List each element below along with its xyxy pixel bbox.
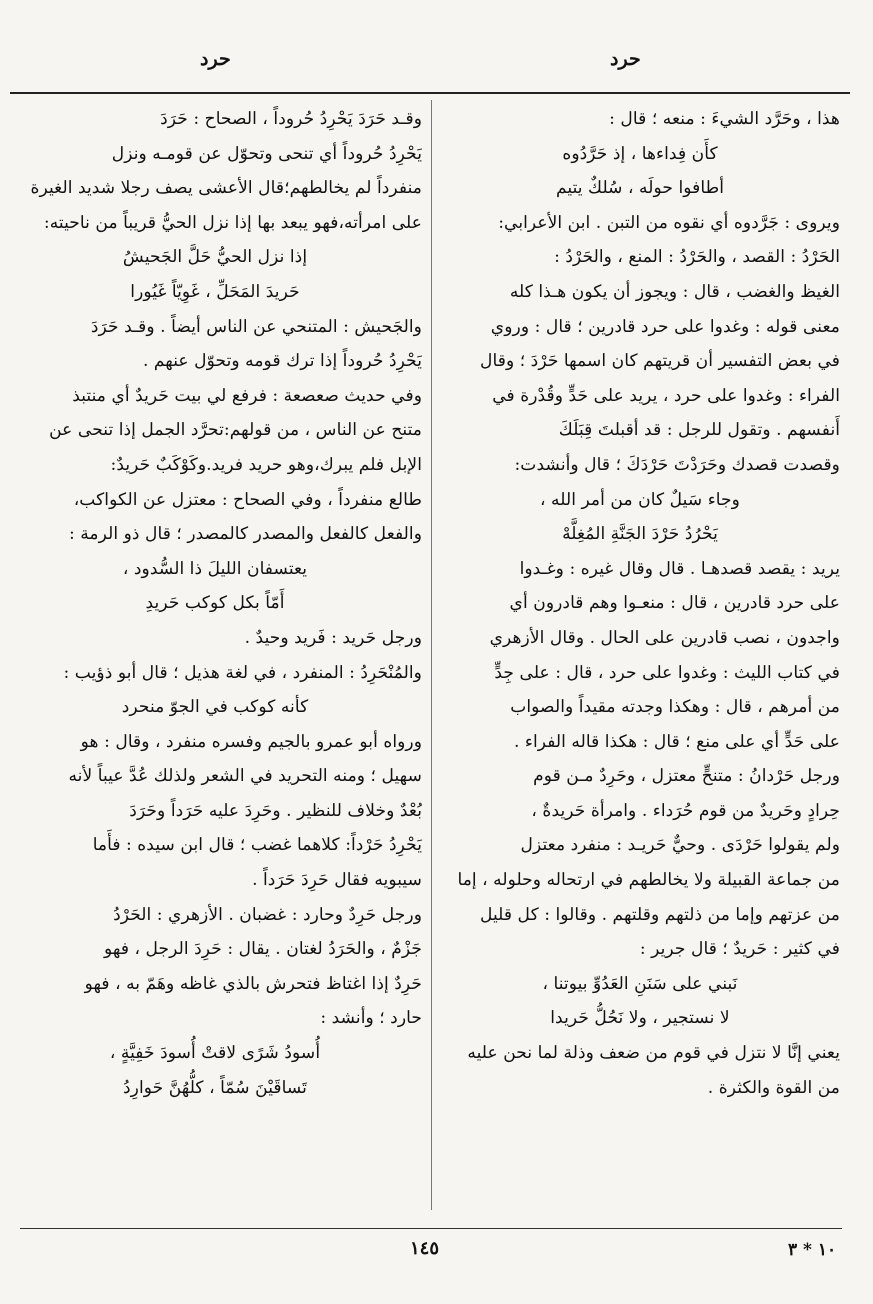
verse-line: تَساقَيْنَ سُمّاً ، كلُّهُنَّ حَوارِدُ [123, 1077, 307, 1098]
text-line: حِرادٍ وحَريدٌ من قوم حُرَداء . وامرأة حَريدةٌ ، [531, 800, 840, 821]
text-line: ورواه أبو عمرو بالجيم وفسره منفرد ، وقال : هو [80, 731, 422, 752]
text-line: أَنفسهم . وتقول للرجل : قد أقبلتَ قِبَلَكَ [558, 420, 840, 441]
text-line: سهيل ؛ ومنه التحريد في الشعر ولذلك عُدَّ عيباً لأنه [68, 766, 422, 787]
verse-line: حَريدَ المَحَلِّ ، غَوِيّاً غَيُورا [130, 281, 300, 302]
text-line: جَزْمٌ ، والحَرَدُ لغتان . يقال : حَرِدَ الرجل ، فهو [104, 939, 422, 960]
text-line: يَحْرِدُ حُروداً أي تنحى وتحوّل عن قومـه ونزل [111, 143, 422, 164]
verse-line: أَمّاً بكل كوكب حَريدِ [145, 593, 285, 614]
column-divider [431, 100, 432, 1210]
text-line: على حرد قادرين ، قال : منعـوا وهم قادرون أي [509, 593, 840, 614]
text-line: ورجل حَرْدانُ : متنحٍّ معتزل ، وحَرِدٌ مـن قوم [533, 766, 840, 787]
text-line: حَرِدٌ إذا اغتاظ فتحرش بالذي غاظه وهَمّ به ، فهو [84, 973, 422, 994]
verse-line: لا نستجير ، ولا نَحُلُّ حَريدا [550, 1008, 730, 1029]
text-line: الفراء : وغدوا على حرد ، يريد على حَدٍّ وقُدْرة في [492, 385, 840, 406]
text-line: وفي حديث صعصعة : فرفع لي بيت حَريدٌ أي منتبذ [72, 385, 422, 406]
text-line: ورجل حَرِدٌ وحارد : غضبان . الأزهري : الحَرْدُ [113, 904, 422, 925]
text-line: في كتاب الليث : وغدوا على حرد ، قال : على جِدٍّ [494, 662, 840, 683]
verse-line: كأَن فِداءها ، إذ حَرَّدُوه [562, 143, 718, 164]
text-line: الغيظ والغضب ، قال : ويجوز أن يكون هـذا كله [509, 281, 840, 302]
verse-line: أُسودُ شَرًى لاقتْ أُسودَ خَفِيَّةٍ ، [109, 1043, 321, 1064]
header-rule [10, 92, 850, 94]
text-line: في بعض التفسير أن قريتهم كان اسمها حَرْدَ ؛ وقال [480, 351, 840, 372]
text-line: على حَدٍّ أي على منع ؛ قال : هكذا قاله الفراء . [513, 731, 840, 752]
right-column [440, 102, 840, 1105]
text-line: على امرأته،فهو يبعد بها إذا نزل الحيُّ قريباً من ناحيته: [43, 212, 422, 233]
verse-line: أطافوا حولَه ، سُلكٌ يتيم [555, 178, 725, 199]
text-line: من القوة والكثرة . [707, 1077, 840, 1098]
text-line: واجدون ، نصب قادرين على الحال . وقال الأزهري [489, 627, 840, 648]
text-line: والفعل كالفعل والمصدر كالمصدر ؛ قال ذو الرمة : [68, 524, 422, 545]
text-line: في كثير : حَريدٌ ؛ قال جرير : [639, 939, 840, 960]
text-line: وقصدت قصدك وحَرَدْتَ حَرْدَكَ ؛ قال وأنشدت: [514, 454, 840, 475]
text-line: سيبويه فقال حَرِدَ حَرَداً . [252, 870, 422, 891]
text-line: والجَحيش : المتنحي عن الناس أيضاً . وقـد حَرَدَ [90, 316, 422, 337]
text-line: ويروى : جَرَّدوه أي نقوه من التبن . ابن الأعرابي: [498, 212, 840, 233]
text-line: ولم يقولوا حَرْدَى . وحيٌّ حَريـد : منفرد معتزل [520, 835, 840, 856]
verse-line: يَحْرُدُ حَرْدَ الجَنَّةِ المُغِلَّهْ [562, 524, 718, 545]
text-line: معنى قوله : وغدوا على حرد قادرين ؛ قال : وروي [490, 316, 840, 337]
left-column [8, 102, 422, 1105]
text-line: الإبل فلم يبرك،وهو حريد فريد.وكَوْكَبٌ حَريدٌ: [110, 454, 422, 475]
text-line: حارد ؛ وأنشد : [320, 1008, 422, 1029]
text-line: طالع منفرداً ، وفي الصحاح : معتزل عن الكواكب، [73, 489, 422, 510]
page-number: ١٤٥ [410, 1238, 440, 1259]
text-line: من عزتهم وإما من ذلتهم وقلتهم . وقالوا : كل قليل [479, 904, 840, 925]
verse-line: إذا نزل الحيُّ حَلَّ الجَحيشُ [122, 247, 308, 268]
text-line: من جماعة القبيلة ولا يخالطهم في ارتحاله وحلوله ، إما [457, 870, 840, 891]
footer-rule [20, 1228, 842, 1229]
text-line: هذا ، وحَرَّد الشيءَ : منعه ؛ قال : [609, 109, 840, 129]
text-line: يريد : يقصد قصدهـا . قال وقال غيره : وغـدوا [519, 558, 840, 579]
text-line: بُعْدٌ وخلاف للنظير . وحَرِدَ عليه حَرَداً وحَرَدَ [129, 800, 422, 821]
verse-line: يعتسفان الليلَ ذا السُّدود ، [122, 558, 308, 579]
text-line: والمُنْحَرِدُ : المنفرد ، في لغة هذيل ؛ قال أبو ذؤيب : [63, 662, 422, 683]
text-line: وقـد حَرَدَ يَحْرِدُ حُروداً ، الصحاح : حَرَدَ [160, 109, 422, 129]
text-line: منفرداً لم يخالطهم؛قال الأعشى يصف رجلا شديد الغيرة [30, 178, 422, 199]
verse-line: وجاء سَيلٌ كان من أمر الله ، [540, 489, 740, 510]
verse-line: نَبني على سَنَنِ العَدُوِّ بيوتنا ، [542, 973, 738, 994]
text-line: ورجل حَريد : فَريد وحيدٌ . [244, 627, 422, 648]
text-line: من أمرهم ، قال : وهكذا وجدته مقيداً والصواب [510, 697, 840, 718]
text-line: يَحْرِدُ حُروداً إذا ترك قومه وتحوّل عنهم . [142, 351, 422, 372]
text-line: يعني إنَّا لا نتزل في قوم من ضعف وذلة لما نحن عليه [467, 1043, 840, 1064]
text-line: متنح عن الناس ، من قولهم:تحرَّد الجمل إذا تنحى عن [49, 420, 422, 441]
text-line: الحَرْدُ : القصد ، والحَرْدُ : المنع ، والحَرْدُ : [554, 247, 840, 268]
signature-mark: ١٠ * ٣ [788, 1240, 837, 1260]
running-head-right: حرد [610, 48, 641, 70]
verse-line: كأنه كوكب في الجوّ منحرد [121, 697, 309, 718]
running-head-left: حرد [200, 48, 231, 70]
text-line: يَحْرِدُ حَرْداً: كلاهما غضب ؛ قال ابن سيده : فأَما [92, 835, 422, 856]
